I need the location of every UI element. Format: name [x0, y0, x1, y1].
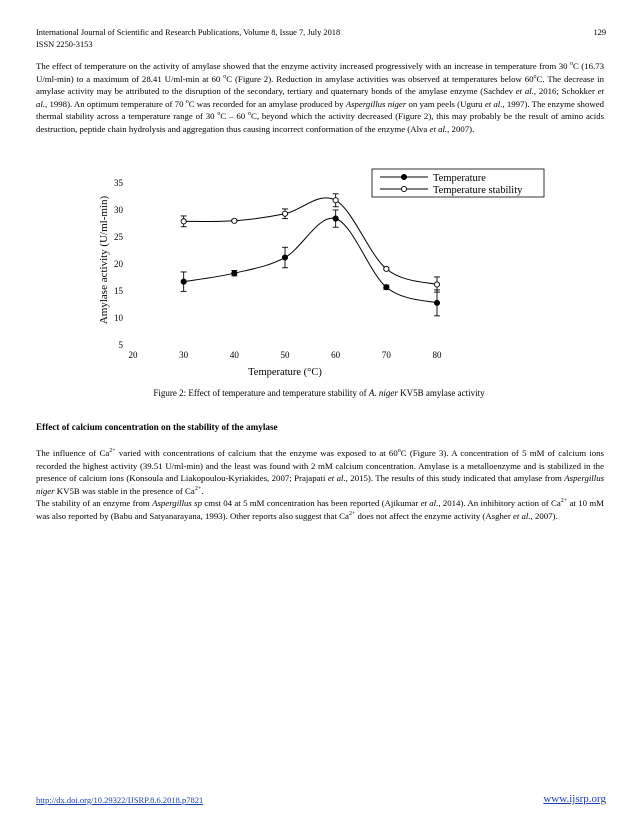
paragraph-stability: The stability of an enzyme from Aspergillus sp cmst 04 at 5 mM concentration has been reported (Ajikumar et al., 2014). An inhibitory action of $Ca^{2+}$ at 10 mM was also reported by (Babu and Satyanarayana, 1993). Other reports also suggest that $Ca^{2+}$ does not affect the enzyme activity (Asgher et al., 2007).: [36, 498, 604, 521]
site-link[interactable]: www.ijsrp.org: [543, 793, 606, 805]
x-tick-label: 20: [128, 350, 138, 360]
chart-axes: [114, 178, 442, 360]
x-tick-label: 80: [432, 350, 442, 360]
issn: ISSN 2250-3153: [36, 40, 93, 49]
data-point: [434, 300, 439, 305]
x-tick-label: 70: [381, 350, 391, 360]
y-tick-label: 10: [114, 313, 123, 323]
data-point: [384, 266, 389, 271]
data-point: [333, 198, 338, 203]
y-tick-label: 25: [114, 232, 123, 242]
page-footer: [36, 795, 606, 805]
data-point: [232, 271, 237, 276]
x-tick-label: 50: [280, 350, 290, 360]
section-heading: Effect of calcium concentration on the stability of the amylase: [36, 422, 278, 432]
data-point: [282, 211, 287, 216]
data-point: [282, 255, 287, 260]
data-point: [181, 219, 186, 224]
journal-line: International Journal of Scientific and Research Publications, Volume 8, Issue 7, July 2018: [36, 28, 341, 37]
legend-label: Temperature: [433, 173, 486, 184]
legend-marker: [401, 186, 406, 191]
y-tick-label: 20: [114, 259, 123, 269]
y-tick-label: 5: [118, 340, 123, 350]
page-header: [36, 27, 606, 51]
series-line-stability: [184, 198, 437, 285]
x-axis-label: Temperature (°C): [248, 367, 322, 378]
chart-series: [181, 194, 440, 316]
data-point: [181, 279, 186, 284]
x-tick-label: 60: [331, 350, 341, 360]
x-tick-label: 40: [229, 350, 239, 360]
y-axis-label: Amylase activity (U/ml-min): [98, 195, 110, 325]
y-tick-label: 35: [114, 178, 123, 188]
y-tick-label: 30: [114, 205, 123, 215]
data-point: [232, 218, 237, 223]
x-tick-label: 30: [179, 350, 189, 360]
page-number: 129: [593, 28, 606, 37]
paragraph-calcium: The influence of $Ca^{2+}$ varied with concentrations of calcium that the enzyme was exposed to at 60$^o$C (Figure 3). A concentration of 5 mM of calcium ions recorded the highest activity (39.51 U/ml-min) and the least was found with 2 mM calcium concentration. Amylase is a metalloenzyme and is stabilized in the presence of calcium ions (Konsoula and Liakopoulou-Kyriakides, 2007; Prajapati et al., 2015). The results of this study indicated that amylase from Aspergillus niger KV5B was stable in the presence of $Ca^{2+}$. The stability of an enzyme from Aspergillus sp cmst 04 at 5 mM concentration has been reported (Ajikumar et al., 2014). An inhibitory action of $Ca^{2+}$ at 10 mM was also reported by (Babu and Satyanarayana, 1993). Other reports also suggest that $Ca^{2+}$ does not affect the enzyme activity (Asgher et al., 2007).: [36, 448, 605, 521]
legend-marker: [401, 174, 406, 179]
doi-link[interactable]: http://dx.doi.org/10.29322/IJSRP.8.6.2018.p7821: [36, 795, 204, 805]
data-point: [384, 285, 389, 290]
figure-caption: Figure 2: Effect of temperature and temperature stability of A. niger KV5B amylase activity: [153, 388, 485, 398]
series-line-temperature: [184, 218, 437, 303]
data-point: [333, 216, 338, 221]
legend-label: Temperature stability: [433, 185, 523, 196]
paragraph-temperature: The effect of temperature on the activity of amylase showed that the enzyme activity increased progressively with an increase in temperature from 30 $^o$C (16.73 U/ml-min) to a maximum of 28.41 U/ml-min at 60 $^o$C (Figure 2). Reduction in amylase activities was observed at temperatures below 60$^o$C. The decrease in amylase activity may be attributed to the disruption of the secondary, tertiary and quaternary bonds of the amylase enzyme (Sachdev et al., 2016; Schokker et al., 1998). An optimum temperature of 70 $^o$C was recorded for an amylase produced by Aspergillus niger on yam peels (Uguru et al., 1997). The enzyme showed thermal stability across a temperature range of 30 $^o$C – 60 $^o$C, beyond which the activity decreased (Figure 2), this may probably be the result of amino acids destruction, peptide chain hydrolysis and aggregation thus causing incorrect conformation of the enzyme (Alva et al., 2007).: [36, 61, 605, 134]
y-tick-label: 15: [114, 286, 123, 296]
chart-legend: [372, 169, 544, 197]
data-point: [434, 282, 439, 287]
figure-2-chart: [0, 160, 638, 400]
